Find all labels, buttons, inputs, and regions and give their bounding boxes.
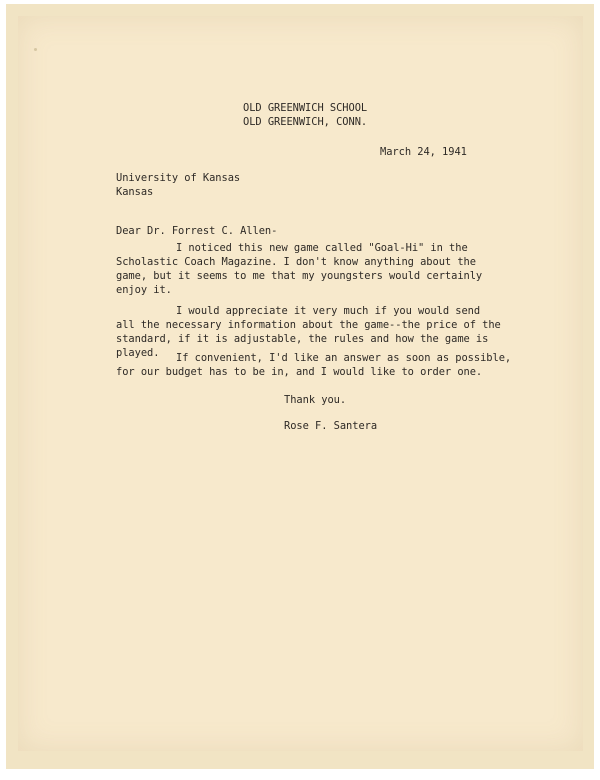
letter-date: March 24, 1941 bbox=[380, 146, 467, 158]
paragraph-3-line-1: If convenient, I'd like an answer as soon as possible, bbox=[176, 352, 512, 364]
letter-page bbox=[18, 16, 583, 751]
closing: Thank you. bbox=[284, 394, 347, 406]
paragraph-1-line-1: I noticed this new game called "Goal-Hi" in the bbox=[176, 242, 468, 254]
recipient-institution: University of Kansas bbox=[116, 172, 241, 184]
letterhead-location: OLD GREENWICH, CONN. bbox=[243, 116, 368, 128]
paragraph-2-line-3: standard, if it is adjustable, the rules and how the game is bbox=[116, 333, 489, 345]
salutation: Dear Dr. Forrest C. Allen- bbox=[116, 225, 278, 237]
paragraph-1-line-4: enjoy it. bbox=[116, 284, 172, 296]
paragraph-2-line-1: I would appreciate it very much if you would send bbox=[176, 305, 481, 317]
signature-typed-name: Rose F. Santera bbox=[284, 420, 378, 432]
paragraph-2-line-4: played. bbox=[116, 347, 160, 359]
paper-speck bbox=[34, 48, 37, 51]
letterhead-school-name: OLD GREENWICH SCHOOL bbox=[243, 102, 368, 114]
paragraph-2-line-2: all the necessary information about the game--the price of the bbox=[116, 319, 501, 331]
paragraph-3-line-2: for our budget has to be in, and I would like to order one. bbox=[116, 366, 483, 378]
paragraph-1-line-2: Scholastic Coach Magazine. I don't know anything about the bbox=[116, 256, 476, 268]
recipient-state: Kansas bbox=[116, 186, 154, 198]
paragraph-1-line-3: game, but it seems to me that my youngsters would certainly bbox=[116, 270, 483, 282]
